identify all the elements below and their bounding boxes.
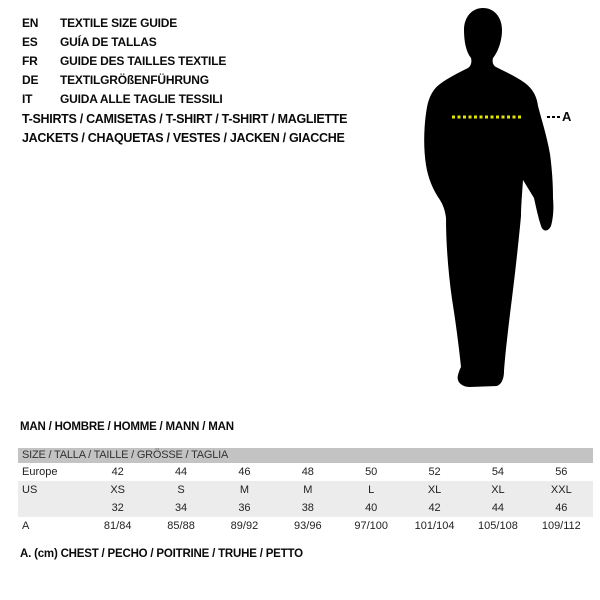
table-cell: S: [177, 484, 185, 496]
table-row-europe: [18, 463, 593, 481]
table-cell: 34: [174, 502, 188, 514]
table-cell: 44: [174, 466, 188, 478]
measure-label-a: A: [562, 109, 572, 124]
table-cell: XXL: [550, 484, 572, 496]
table-cell: XL: [427, 484, 442, 496]
table-row-us-numeric: [18, 499, 593, 517]
language-title: GUIDE DES TAILLES TEXTILE: [60, 54, 227, 68]
table-cell: 97/100: [354, 520, 389, 532]
table-cell: 52: [428, 466, 441, 478]
language-code: FR: [22, 54, 38, 68]
section-label-man: MAN / HOMBRE / HOMME / MANN / MAN: [20, 421, 234, 433]
table-cell: 109/112: [541, 520, 581, 532]
table-cell: 101/104: [414, 520, 455, 532]
table-cell: 89/92: [230, 520, 259, 532]
language-title: TEXTILGRÖßENFÜHRUNG: [60, 73, 209, 87]
table-cell: M: [239, 484, 250, 496]
language-code: IT: [22, 92, 33, 106]
size-table: [18, 448, 593, 535]
measurement-footnote: A. (cm) CHEST / PECHO / POITRINE / TRUHE / PETTO: [20, 548, 303, 560]
table-cell: 54: [491, 466, 505, 478]
language-title: TEXTILE SIZE GUIDE: [60, 16, 178, 30]
product-types: [22, 110, 347, 148]
row-label: [18, 499, 86, 517]
table-cell: 44: [491, 502, 505, 514]
table-cell: 42: [111, 466, 124, 478]
product-line-tshirts: T-SHIRTS / CAMISETAS / T-SHIRT / T-SHIRT / MAGLIETTE: [22, 112, 348, 126]
table-cell: 81/84: [103, 520, 132, 532]
man-figure: [415, 0, 600, 400]
language-title: GUIDA ALLE TAGLIE TESSILI: [60, 92, 223, 106]
table-row-chest: [18, 517, 593, 535]
table-cell: 56: [555, 466, 568, 478]
table-cell: XS: [110, 484, 126, 496]
table-cell: 105/108: [478, 520, 518, 532]
table-cell: XL: [491, 484, 505, 496]
language-row: [22, 33, 226, 52]
language-code: EN: [22, 16, 39, 30]
table-cell: 93/96: [294, 520, 322, 532]
table-cell: 42: [428, 502, 441, 514]
language-code: ES: [22, 35, 38, 49]
language-list: [22, 14, 226, 109]
table-cell: 46: [555, 502, 568, 514]
language-row: [22, 14, 226, 33]
table-cell: 46: [238, 466, 251, 478]
table-cell: 32: [111, 502, 124, 514]
language-title: GUÍA DE TALLAS: [60, 35, 157, 49]
table-cell: 38: [301, 502, 314, 514]
table-cell: 36: [238, 502, 251, 514]
table-cell: 50: [365, 466, 378, 478]
table-cell: 40: [365, 502, 378, 514]
row-label: Europe: [22, 466, 58, 478]
table-cell: 85/88: [167, 520, 195, 532]
size-table-header: SIZE / TALLA / TAILLE / GRÖSSE / TAGLIA: [18, 448, 593, 463]
language-code: DE: [22, 73, 39, 87]
table-cell: 48: [301, 466, 314, 478]
man-silhouette: [424, 8, 553, 387]
row-label: A: [22, 520, 30, 532]
product-line-jackets: JACKETS / CHAQUETAS / VESTES / JACKEN / GIACCHE: [22, 131, 345, 145]
table-row-us: [18, 481, 593, 499]
table-cell: L: [368, 484, 375, 496]
row-label: US: [22, 484, 38, 496]
language-row: [22, 90, 226, 109]
language-row: [22, 52, 226, 71]
language-row: [22, 71, 226, 90]
table-cell: M: [303, 484, 313, 496]
